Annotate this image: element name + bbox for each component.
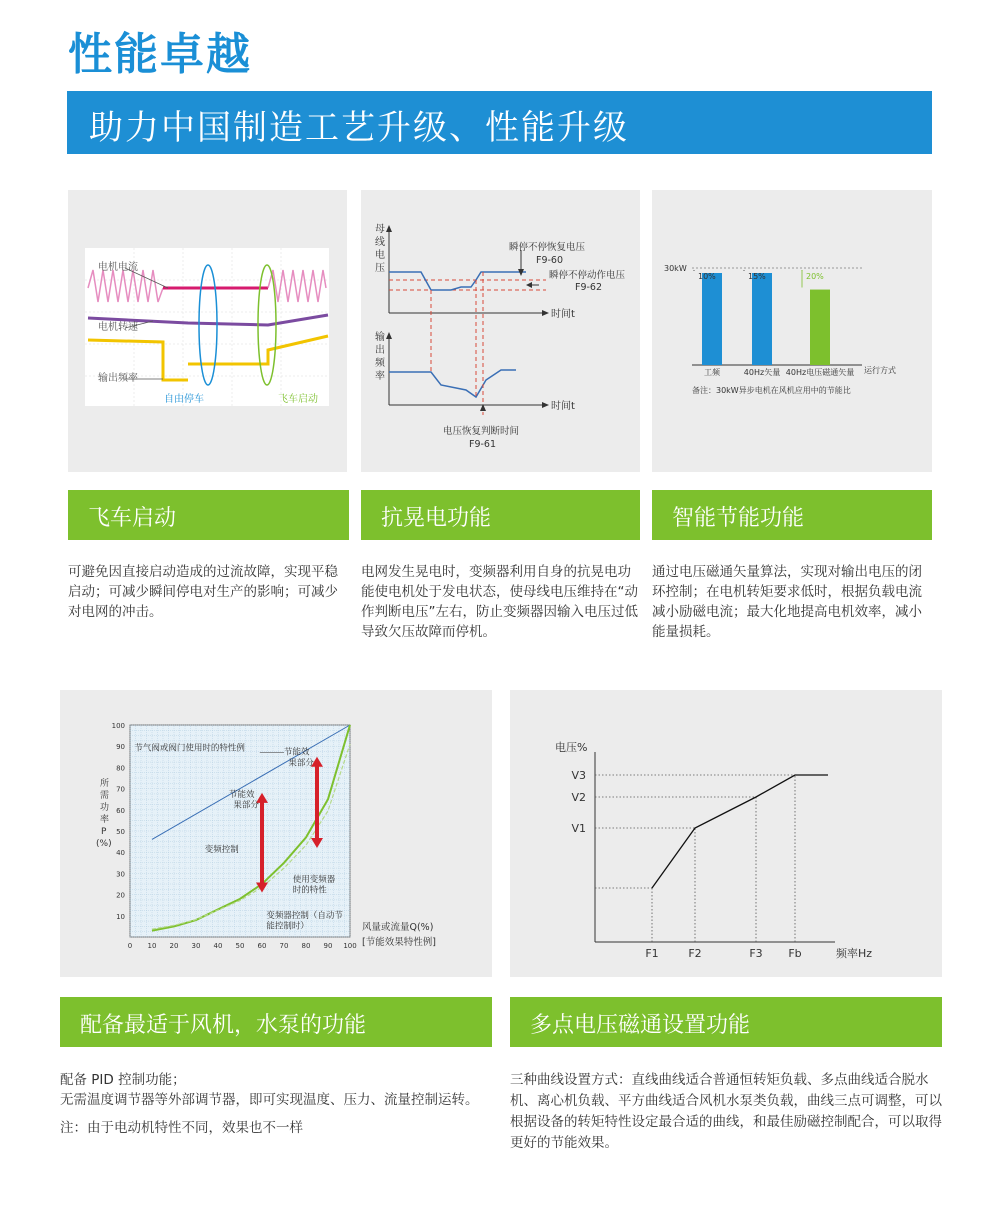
- y-tick: 100: [111, 722, 125, 730]
- panel-ride-through: [361, 190, 640, 472]
- x-axis-title-1: 风量或流量Q(%): [362, 922, 434, 933]
- feature-title-1: 飞车启动: [88, 506, 177, 531]
- y2-char-2: 出: [375, 345, 385, 356]
- feature-title-4: 配备最适于风机，水泵的功能: [80, 1013, 367, 1038]
- x-axis-title-2: [节能效果特性例]: [362, 937, 436, 948]
- anno-auto-b: 能控制时）: [266, 921, 309, 932]
- vf-x-label-F3: F3: [749, 947, 763, 960]
- y-tick: 30: [116, 870, 125, 879]
- desc-vf: 三种曲线设置方式：直线曲线适合普通恒转矩负载、多点曲线适合脱水机、离心机负载、平方曲线适合风机水泵类负载，曲线三点可调整，可以根据设备的转矩特性设定最合适的曲线，和最佳励磁控制配合，可以取得更好的节能效果。: [510, 1072, 942, 1151]
- vf-curve-chart: [510, 690, 942, 977]
- vf-x-label-Fb: Fb: [788, 947, 802, 960]
- feature-desc-3: 通过电压磁通矢量算法，实现对输出电压的闭环控制；在电机转矩要求低时，根据负载电流减小励磁电流；最大化地提高电机效率，减小能量损耗。: [652, 564, 922, 640]
- anno-saving-1a: 节能效: [284, 747, 310, 758]
- x-tick: 50: [235, 942, 245, 950]
- x-tick: 40: [213, 942, 223, 950]
- label-output-freq: 输出频率: [98, 373, 138, 384]
- panel-fan-pump-chart: [60, 690, 492, 977]
- banner-text: 助力中国制造工艺升级、性能升级: [89, 108, 629, 148]
- feature-desc-1: 可避免因直接启动造成的过流故障，实现平稳启动；可减少瞬间停电对生产的影响；可减少对电网的冲击。: [68, 564, 338, 620]
- x-tick: 0: [127, 942, 133, 950]
- feature-title-2: 抗晃电功能: [381, 506, 492, 531]
- title-bar-vf: [510, 997, 942, 1047]
- y-tick: 40: [116, 849, 125, 858]
- y-tick: 50: [116, 828, 125, 836]
- label-action-voltage: 瞬停不停动作电压: [549, 270, 626, 281]
- y-tick: 80: [116, 764, 125, 773]
- x-tick: 30: [191, 942, 201, 950]
- title-bar-ride-through: [361, 490, 640, 540]
- feature-title-3: 智能节能功能: [672, 506, 805, 531]
- anno-saving-2a: 节能效: [229, 790, 255, 801]
- anno-saving-1b: 果部分: [288, 758, 314, 769]
- banner: [67, 91, 932, 154]
- energy-saving-chart: [652, 190, 932, 472]
- bar-note: 备注：30kW异步电机在风机应用中的节能比: [692, 386, 851, 395]
- label-motor-current: 电机电流: [98, 262, 138, 273]
- label-judge-time: 电压恢复判断时间: [443, 426, 520, 437]
- desc-fan-note: 注：由于电动机特性不同，效果也不一样: [60, 1120, 303, 1136]
- y-label-char-1: 所: [100, 779, 110, 789]
- anno-with-vfd-b: 时的特性: [292, 885, 327, 896]
- vf-y-label-V3: V3: [571, 769, 586, 782]
- y-label-char-4: 率: [100, 815, 110, 825]
- vf-x-label-F1: F1: [645, 947, 659, 960]
- x-tick: 90: [323, 942, 333, 950]
- title-bar-fan-pump: [60, 997, 492, 1047]
- bar-name-3: 40Hz电压磁通矢量: [785, 368, 855, 377]
- bar-pct-3: 20%: [806, 272, 824, 281]
- x-tick: 20: [169, 942, 179, 950]
- desc-fan-line-1: 配备 PID 控制功能；: [60, 1072, 186, 1088]
- y-tick: 10: [116, 912, 125, 921]
- y2-char-4: 率: [375, 371, 385, 382]
- y1-char-1: 母: [375, 224, 385, 235]
- feature-title-5: 多点电压磁通设置功能: [530, 1013, 751, 1038]
- x-tick: 80: [301, 942, 311, 950]
- x-title-run-mode: 运行方式: [864, 366, 896, 375]
- label-flying-start: 飞车启动: [278, 394, 318, 405]
- y1-char-4: 压: [375, 263, 385, 274]
- code-recover: F9-60: [536, 255, 564, 266]
- panel-vf-curve: [510, 690, 942, 977]
- fan-pump-chart: [60, 690, 492, 977]
- desc-fan-pump: [60, 1070, 500, 1138]
- x-tick: 100: [343, 942, 357, 950]
- flying-start-chart: [68, 190, 347, 472]
- x-tick: 70: [279, 942, 289, 950]
- title-bar-flying-start: [68, 490, 349, 540]
- panel-energy-saving: [652, 190, 932, 472]
- anno-vfd: 变频控制: [204, 845, 239, 856]
- y-label-char-3: 功: [100, 803, 110, 813]
- y-label-30kw: 30kW: [664, 264, 687, 273]
- bar-1: [702, 273, 722, 365]
- y-label-char-6: (%): [96, 839, 112, 849]
- x-tick: 60: [257, 942, 267, 950]
- y-tick: 60: [116, 806, 125, 815]
- feature-desc-2: 电网发生晃电时，变频器利用自身的抗晃电功能使电机处于发电状态，使母线电压维持在“动作判断电压”左右，防止变频器因输入电压过低导致欠压故障而停机。: [361, 564, 638, 640]
- y-label-char-2: 需: [100, 791, 110, 801]
- bar-2: [752, 273, 772, 365]
- time-label-1: 时间t: [551, 309, 575, 320]
- x-tick: 10: [147, 942, 157, 950]
- anno-auto-a: 变频器控制（自动节: [266, 910, 343, 921]
- vf-y-label-V2: V2: [571, 791, 586, 804]
- bar-3: [810, 290, 830, 365]
- y-tick: 20: [116, 891, 125, 900]
- vf-y-title: 电压%: [555, 741, 588, 754]
- ride-through-chart: [361, 190, 640, 472]
- bar-name-2: 40Hz矢量: [743, 368, 781, 377]
- vf-x-label-F2: F2: [688, 947, 702, 960]
- time-label-2: 时间t: [551, 401, 575, 412]
- y2-char-1: 输: [375, 332, 385, 343]
- y1-char-3: 电: [375, 250, 385, 261]
- anno-with-vfd-a: 使用变频器: [292, 874, 336, 885]
- label-motor-speed: 电机转速: [98, 322, 138, 333]
- y-tick: 70: [116, 785, 125, 794]
- y2-char-3: 频: [375, 358, 385, 369]
- code-judge: F9-61: [469, 439, 497, 450]
- bar-name-1: 工频: [704, 368, 720, 377]
- vf-x-title: 频率Hz: [836, 947, 873, 960]
- y1-char-2: 线: [375, 237, 385, 248]
- title-bar-energy-saving: [652, 490, 932, 540]
- y-label-char-5: P: [101, 827, 107, 837]
- y-tick: 90: [116, 743, 125, 752]
- bar-pct-2: 15%: [748, 272, 766, 281]
- label-recover-voltage: 瞬停不停恢复电压: [509, 242, 586, 253]
- anno-throttle: 节气阀或阀门使用时的特性例: [134, 743, 245, 754]
- anno-saving-2b: 果部分: [233, 800, 259, 811]
- desc-fan-line-2: 无需温度调节器等外部调节器，即可实现温度、压力、流量控制运转。: [60, 1092, 479, 1108]
- bar-pct-1: 10%: [698, 272, 716, 281]
- vf-y-label-V1: V1: [571, 822, 586, 835]
- label-coast-stop: 自由停车: [164, 394, 204, 405]
- page-title: 性能卓越: [68, 29, 252, 80]
- code-action: F9-62: [575, 282, 603, 293]
- panel-flying-start: [68, 190, 347, 472]
